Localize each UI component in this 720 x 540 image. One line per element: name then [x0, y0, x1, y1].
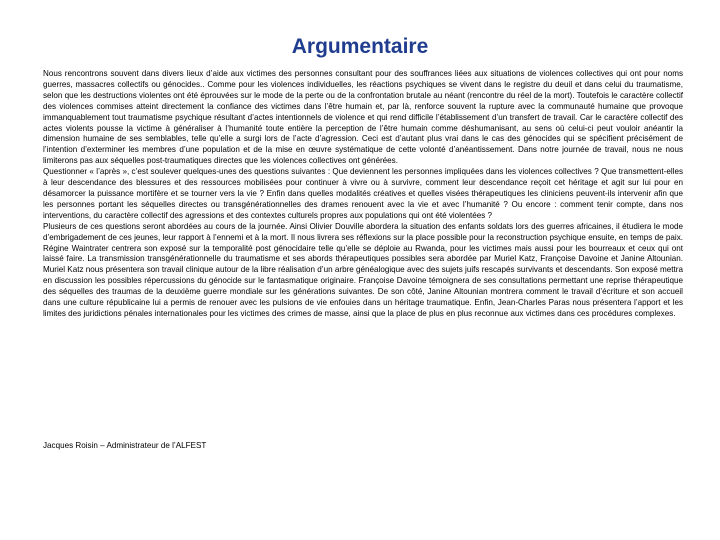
page-title: Argumentaire — [291, 35, 429, 58]
signature: Jacques Roisin – Administrateur de l’ALFEST — [43, 441, 207, 450]
paragraph-program: Plusieurs de ces questions seront abordées au cours de la journée. Ainsi Olivier Douville abordera la situation des enfants soldats lors des guerres africaines, il étudiera le mode d’embrigadement de ces jeunes, leur rapport à l’ennemi et à la mort. Il nous livrera ses réflexions sur la place possible pour la reconstruction psychique ensuite, en temps de paix. Régine Waintrater centrera son exposé sur la temporalité post génocidaire telle qu’elle se déploie au Rwanda, pour les victimes mais aussi pour les bourreaux et ceux qui ont laissé faire. La transmission transgénérationnelle du traumatisme et ses abords thérapeutiques possibles sera abordée par Muriel Katz, Françoise Davoine et Janine Altounian. Muriel Katz nous présentera son travail clinique autour de la libre réalisation d’un arbre généalogique avec des sujets juifs rescapés survivants et descendants. Son exposé mettra en discussion les possibles répercussions du génocide sur le fantasmatique originaire. Françoise Davoine témoignera de ses consultations permettant une reprise thérapeutique des séquelles des traumas de la deuxième guerre mondiale sur les générations suivantes. De son côté, Janine Altounian montrera comment le travail d’écriture et son accueil dans une culture républicaine lui a permis de renouer avec les pulsions de vie enfouies dans un héritage traumatique. Enfin, Jean-Charles Paras nous présentera l’apport et les limites des juridictions pénales internationales pour les victimes des crimes de masse, ainsi que la place de plus en plus reconnue aux victimes dans ces procédures complexes. — [43, 221, 683, 318]
paragraph-introduction: Nous rencontrons souvent dans divers lieux d’aide aux victimes des personnes consultant pour des souffrances liées aux situations de violences collectives qui ont pour noms guerres, massacres collectifs ou génocides.. Comme pour les violences individuelles, les réactions psychiques se vivent dans le registre du deuil et dans celui du traumatisme, selon que les destructions violentes ont été éprouvées sur le mode de la perte ou de la confrontation brutale au néant (rencontre du réel de la mort). Toutefois le caractère collectif des violences commises atteint directement la confiance des victimes dans l’être humain et, par là, renforce souvent la rupture avec la communauté humaine que provoque immanquablement tout traumatisme psychique résultant d’actes intentionnels de violence et qui rend difficile l’établissement d’un transfert de travail. Car le caractère collectif des actes violents pousse la victime à généraliser à l’humanité toute entière la perception de l’être humain comme déshumanisant, au sens où celui-ci peut vouloir anéantir la dimension humaine de ses semblables, telle qu’elle a surgi lors de l’acte d’agression. Ceci est d’autant plus vrai dans le cas des génocides qui se spécifient précisément de l’intention d’exterminer les membres d’une population et de la mise en œuvre systématique de cette volonté d’anéantissement. Dans notre journée de travail, nous ne nous limiterons pas aux séquelles post-traumatiques directes que les violences collectives ont générées. — [43, 69, 683, 166]
paragraph-questions: Questionner « l’après », c’est soulever quelques-unes des questions suivantes : Que deviennent les personnes impliquées dans les violences collectives ? Que transmettent-elles à leur descendance des blessures et des ressources mobilisées pour continuer à vivre ou à survivre, comment leur descendance reçoit cet héritage et agit sur lui pour en désamorcer la puissance mortifère et se tourner vers la vie ? Enfin dans quelles modalités créatives et quelles visées thérapeutiques les cliniciens peuvent-ils intervenir afin que les personnes portant les séquelles directes ou transgénérationnelles des drames renouent avec la vie et avec l’humanité ? Ou encore : comment tenir compte, dans nos interventions, du caractère collectif des agressions et des contextes culturels propres aux populations qui ont été violentées ? — [43, 167, 683, 220]
argument-body — [43, 69, 683, 320]
